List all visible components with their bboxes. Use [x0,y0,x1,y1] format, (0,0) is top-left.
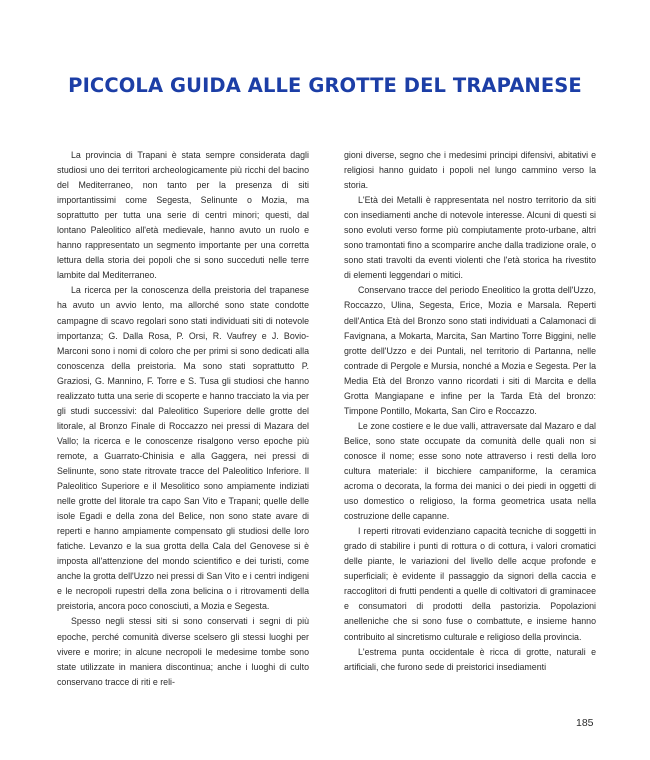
page-number: 185 [576,717,594,729]
paragraph: Conservano tracce del periodo Eneolitico la grotta dell'Uzzo, Roccazzo, Ulina, Segesta, Erice, Mozia e Marsala. Reperti dell'Antica Età del Bronzo sono stati individuati a Calamonaci di Favignana, a Mokarta, Marcita, San Martino Torre Biggini, nelle grotte dell'Uzzo e dei Puntali, nel territorio di Partanna, nelle contrade di Pergole e Mursia, nonché a Mozia e Segesta. Per la Media Età del Bronzo vanno ricordati i siti di Marcita e della Grotta Mangiapane e infine per la Tarda Età del bronzo: Timpone Pontillo, Mokarta, San Ciro e Roccazzo. [344,285,596,416]
paragraph: Le zone costiere e le due valli, attraversate dal Mazaro e dal Belice, sono state occupate da comunità delle quali non si conosce il nome; esse sono note attraverso i resti della loro cultura materiale: il bicchiere campaniforme, la ceramica acroma o decorata, la forma dei manici o dei piedi in oggetti di uso domestico o religioso, la forma geometrica usata nella costruzione delle capanne. [344,420,596,522]
left-text-column [57,148,309,690]
paragraph: L'estrema punta occidentale è ricca di grotte, naturali e artificiali, che furono sede di preistorici insediamenti [344,646,596,672]
paragraph: La ricerca per la conoscenza della preistoria del trapanese ha avuto un avvio lento, ma allorché sono state condotte campagne di scavo regolari sono stati individuati siti di notevole importanza; G. Dalla Rosa, P. Orsi, R. Vaufrey e J. Bovio-Marconi sono i nomi di coloro che per primi si sono dedicati alla conoscenza della preistoria. Ma sono stati soprattutto P. Graziosi, G. Mannino, F. Torre e S. Tusa gli studiosi che hanno realizzato tutta una serie di scoperte e hanno tracciato la via per gli studi successivi: dal Paleolitico Superiore delle grotte del litorale, al Bronzo Finale di Roccazzo nei pressi di Mazara del Vallo; la ricerca e le conoscenze risalgono verso epoche più remote, a Guarrato-Chinisia e alla Gaggera, nei pressi di Selinunte, sono state ritrovate tracce del Paleolitico Inferiore. Il Paleolitico Superiore e il Mesolitico sono ampiamente indiziati nelle grotte del litorale tra capo San Vito e Trapani; quelle delle isole Egadi e della zona del Belice, non sono state avare di reperti e hanno ampiamente compensato gli studiosi delle loro fatiche. Levanzo e la sua grotta della Cala del Genovese si è imposta all'attenzione del mondo scientifico e dei turisti, come anche la grotta dell'Uzzo nei pressi di San Vito e i centri indigeni e le necropoli rupestri della zona belicina o i ritrovamenti della preistoria, ancora poco conosciuti, a Mozia e Segesta. [57,285,309,612]
paragraph-continuation: gioni diverse, segno che i medesimi principi difensivi, abitativi e religiosi hanno guidato i popoli nel lungo cammino verso la storia. [344,150,596,191]
page-title: PICCOLA GUIDA ALLE GROTTE DEL TRAPANESE [68,74,582,97]
right-text-column [344,148,596,675]
paragraph: L'Età dei Metalli è rappresentata nel nostro territorio da siti con insediamenti anche di notevole interesse. Alcuni di questi si sono evoluti verso forme più compiutamente proto-urbane, altri sono tramontati fino a scomparire anche dalla tradizione orale, o sono stati travolti da eventi violenti che l'età storica ha rivestito di elementi leggendari o mitici. [344,195,596,281]
paragraph: I reperti ritrovati evidenziano capacità tecniche di soggetti in grado di stabilire i punti di rottura o di cottura, i valori cromatici delle piante, le variazioni del livello delle acque profonde e superficiali; è evidente il passaggio da signori della caccia e raccoglitori di frutti pendenti a quelle di coltivatori di graminacee e consumatori di prodotti della pastorizia. Popolazioni anelleniche che si sono fuse o combattute, e insieme hanno contribuito al sincretismo culturale e religioso della provincia. [344,526,596,642]
paragraph: La provincia di Trapani è stata sempre considerata dagli studiosi uno dei territori archeologicamente più ricchi del bacino del Mediterraneo, non tanto per la presenza di siti importantissimi come Segesta, Selinunte o Mozia, ma soprattutto per tutta una serie di centri minori; questi, dal lontano Paleolitico all'età medievale, hanno avuto un ruolo e hanno rappresentato un segmento importante per una corretta lettura della storia dei popoli che si sono succeduti nelle terre lambite dal Mediterraneo. [57,150,309,281]
paragraph: Spesso negli stessi siti si sono conservati i segni di più epoche, perché comunità diverse scelsero gli stessi luoghi per vivere e morire; in alcune necropoli le medesime tombe sono state utilizzate in maniera discontinua; anche i luoghi di culto conservano tracce di riti e reli- [57,616,309,687]
